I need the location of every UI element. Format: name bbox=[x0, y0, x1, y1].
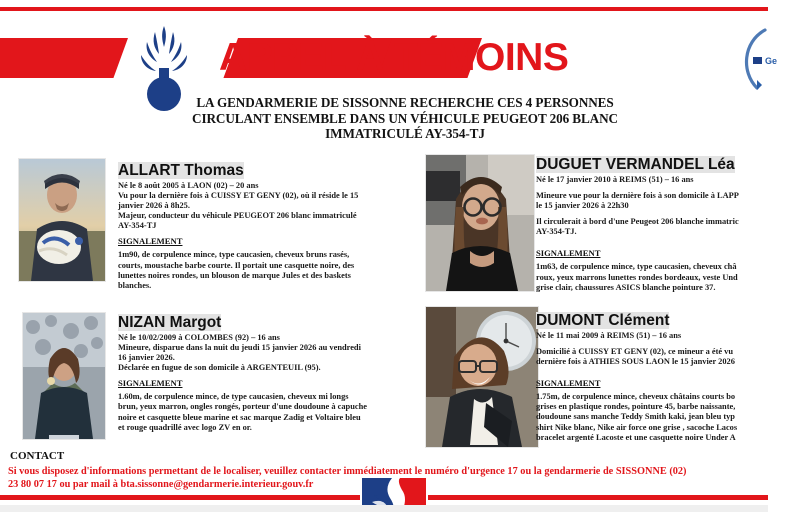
person-birth: Né le 8 août 2005 à LAON (02) – 20 ans bbox=[118, 181, 259, 190]
footer-rule-right bbox=[428, 495, 768, 500]
gendarmerie-grenade-icon bbox=[133, 24, 195, 112]
person-details-dumont-clement bbox=[536, 312, 786, 443]
person-line: Mineure, disparue dans la nuit du jeudi 15 janvier 2026 au vendredi bbox=[118, 343, 361, 353]
photo-allart-thomas bbox=[18, 158, 106, 282]
signalement-line: noire et casquette bleue marine et sac marque Zadig et Voltaire bleu bbox=[118, 412, 361, 422]
signalement-line: 1m90, de corpulence mince, type caucasien, cheveux bruns rasés, bbox=[118, 250, 350, 260]
person-card-allart-thomas bbox=[0, 150, 400, 310]
header-top-rule bbox=[0, 7, 768, 11]
signalement-line: shirt Nike blanc, Nike air force one grise , sacoche Lacos bbox=[536, 422, 738, 432]
footer-rule-left bbox=[0, 495, 360, 500]
poster-header bbox=[0, 0, 778, 150]
svg-text:Ge: Ge bbox=[765, 56, 778, 66]
person-identity bbox=[118, 181, 396, 231]
person-signalement bbox=[118, 250, 396, 290]
signalement-label: SIGNALEMENT bbox=[536, 378, 601, 389]
page-title: APPEL À TÉMOINS bbox=[219, 36, 569, 79]
person-identity bbox=[118, 333, 396, 373]
contact-line-1: Si vous disposez d'informations permettant de le localiser, veuillez contacter immédiatement le numéro d'urgence 17 ou la gendarmerie de SISSONNE (02) bbox=[8, 466, 687, 477]
person-line: le 15 janvier 2026 à 22h30 bbox=[536, 201, 629, 211]
photo-duguet-vermandel-lea bbox=[425, 154, 535, 292]
person-name: DUGUET VERMANDEL Léa bbox=[536, 156, 735, 173]
gendarmerie-logo bbox=[735, 28, 785, 94]
person-line: Majeur, conducteur du véhicule PEUGEOT 206 blanc immatriculé bbox=[118, 211, 357, 221]
person-card-duguet-vermandel-lea bbox=[400, 150, 768, 310]
person-line: AY-354-TJ bbox=[118, 221, 157, 231]
header-subtitle bbox=[190, 95, 620, 142]
person-line: Mineure vue pour la dernière fois à son domicile à LAPP bbox=[536, 191, 739, 201]
signalement-line: roux, yeux marrons lunettes rondes bordeaux, veste Und bbox=[536, 272, 738, 282]
signalement-line: blanches. bbox=[118, 280, 152, 290]
person-line: AY-354-TJ. bbox=[536, 227, 577, 237]
subtitle-line-3: IMMATRICULÉ AY-354-TJ bbox=[325, 126, 485, 141]
signalement-line: courts, moustache barbe courte. Il portait une casquette noire, des bbox=[118, 260, 355, 270]
person-identity bbox=[536, 175, 786, 237]
person-line: janvier 2026 à 8h25. bbox=[118, 201, 190, 211]
person-line: 16 janvier 2026. bbox=[118, 353, 175, 363]
person-signalement bbox=[536, 392, 786, 442]
person-line: Il circulerait à bord d'une Peugeot 206 blanche immatric bbox=[536, 217, 739, 227]
person-line: Déclarée en fugue de son domicile à ARGENTEUIL (95). bbox=[118, 363, 321, 373]
person-signalement bbox=[536, 262, 786, 292]
person-line: Vu pour la dernière fois à CUISSY ET GENY (02), où il réside le 15 bbox=[118, 191, 359, 201]
signalement-label: SIGNALEMENT bbox=[118, 236, 183, 247]
signalement-line: brun, yeux marron, ongles rongés, porteur d'une doudoune à capuche bbox=[118, 402, 367, 412]
person-identity bbox=[536, 331, 786, 367]
signalement-line: 1m63, de corpulence mince, type caucasien, cheveux châ bbox=[536, 262, 737, 272]
person-name: DUMONT Clément bbox=[536, 312, 670, 329]
footer-strip bbox=[0, 505, 768, 512]
signalement-line: grise clair, chaussures ASICS blanche pointure 37. bbox=[536, 282, 716, 292]
contact-line-2: 23 80 07 17 ou par mail à bta.sissonne@gendarmerie.interieur.gouv.fr bbox=[8, 479, 314, 490]
signalement-line: grises en plastique rondes, pointure 45, barbe naissante, bbox=[536, 402, 736, 412]
signalement-label: SIGNALEMENT bbox=[536, 248, 601, 259]
signalement-line: bracelet argenté Lacoste et une casquette noire Under A bbox=[536, 432, 736, 442]
person-birth: Né le 11 mai 2009 à REIMS (51) – 16 ans bbox=[536, 331, 682, 340]
person-birth: Né le 10/02/2009 à COLOMBES (92) – 16 ans bbox=[118, 333, 280, 342]
person-birth: Né le 17 janvier 2010 à REIMS (51) – 16 ans bbox=[536, 175, 694, 184]
person-name: ALLART Thomas bbox=[118, 162, 244, 179]
person-name: NIZAN Margot bbox=[118, 314, 222, 331]
contact-label: CONTACT bbox=[10, 450, 65, 462]
person-card-dumont-clement bbox=[400, 304, 768, 454]
person-card-nizan-margot bbox=[0, 308, 400, 453]
photo-dumont-clement bbox=[425, 306, 539, 448]
person-signalement bbox=[118, 392, 396, 432]
person-details-nizan-margot bbox=[118, 314, 396, 433]
signalement-line: 1.60m, de corpulence mince, de type caucasien, cheveux mi longs bbox=[118, 392, 349, 402]
person-details-allart-thomas bbox=[118, 162, 396, 291]
signalement-line: 1.75m, de corpulence mince, cheveux châtains courts bo bbox=[536, 392, 736, 402]
signalement-label: SIGNALEMENT bbox=[118, 378, 183, 389]
subtitle-line-2: CIRCULANT ENSEMBLE DANS UN VÉHICULE PEUGEOT 206 BLANC bbox=[192, 110, 618, 126]
person-details-duguet-vermandel-lea bbox=[536, 156, 786, 293]
person-line: Domicilié à CUISSY ET GENY (02), ce mineur a été vu bbox=[536, 347, 734, 357]
signalement-line: lunettes noires rondes, un blouson de marque Jules et des baskets bbox=[118, 270, 351, 280]
signalement-line: et rouge quadrillé avec logo ZV en or. bbox=[118, 422, 252, 432]
photo-nizan-margot bbox=[22, 312, 106, 440]
signalement-line: doudoune sans manche Teddy Smith kaki, jean bleu typ bbox=[536, 412, 735, 422]
subtitle-line-1: LA GENDARMERIE DE SISSONNE RECHERCHE CES 4 PERSONNES bbox=[196, 95, 614, 110]
person-line: dernière fois à ATHIES SOUS LAON le 15 janvier 2026 bbox=[536, 357, 735, 367]
